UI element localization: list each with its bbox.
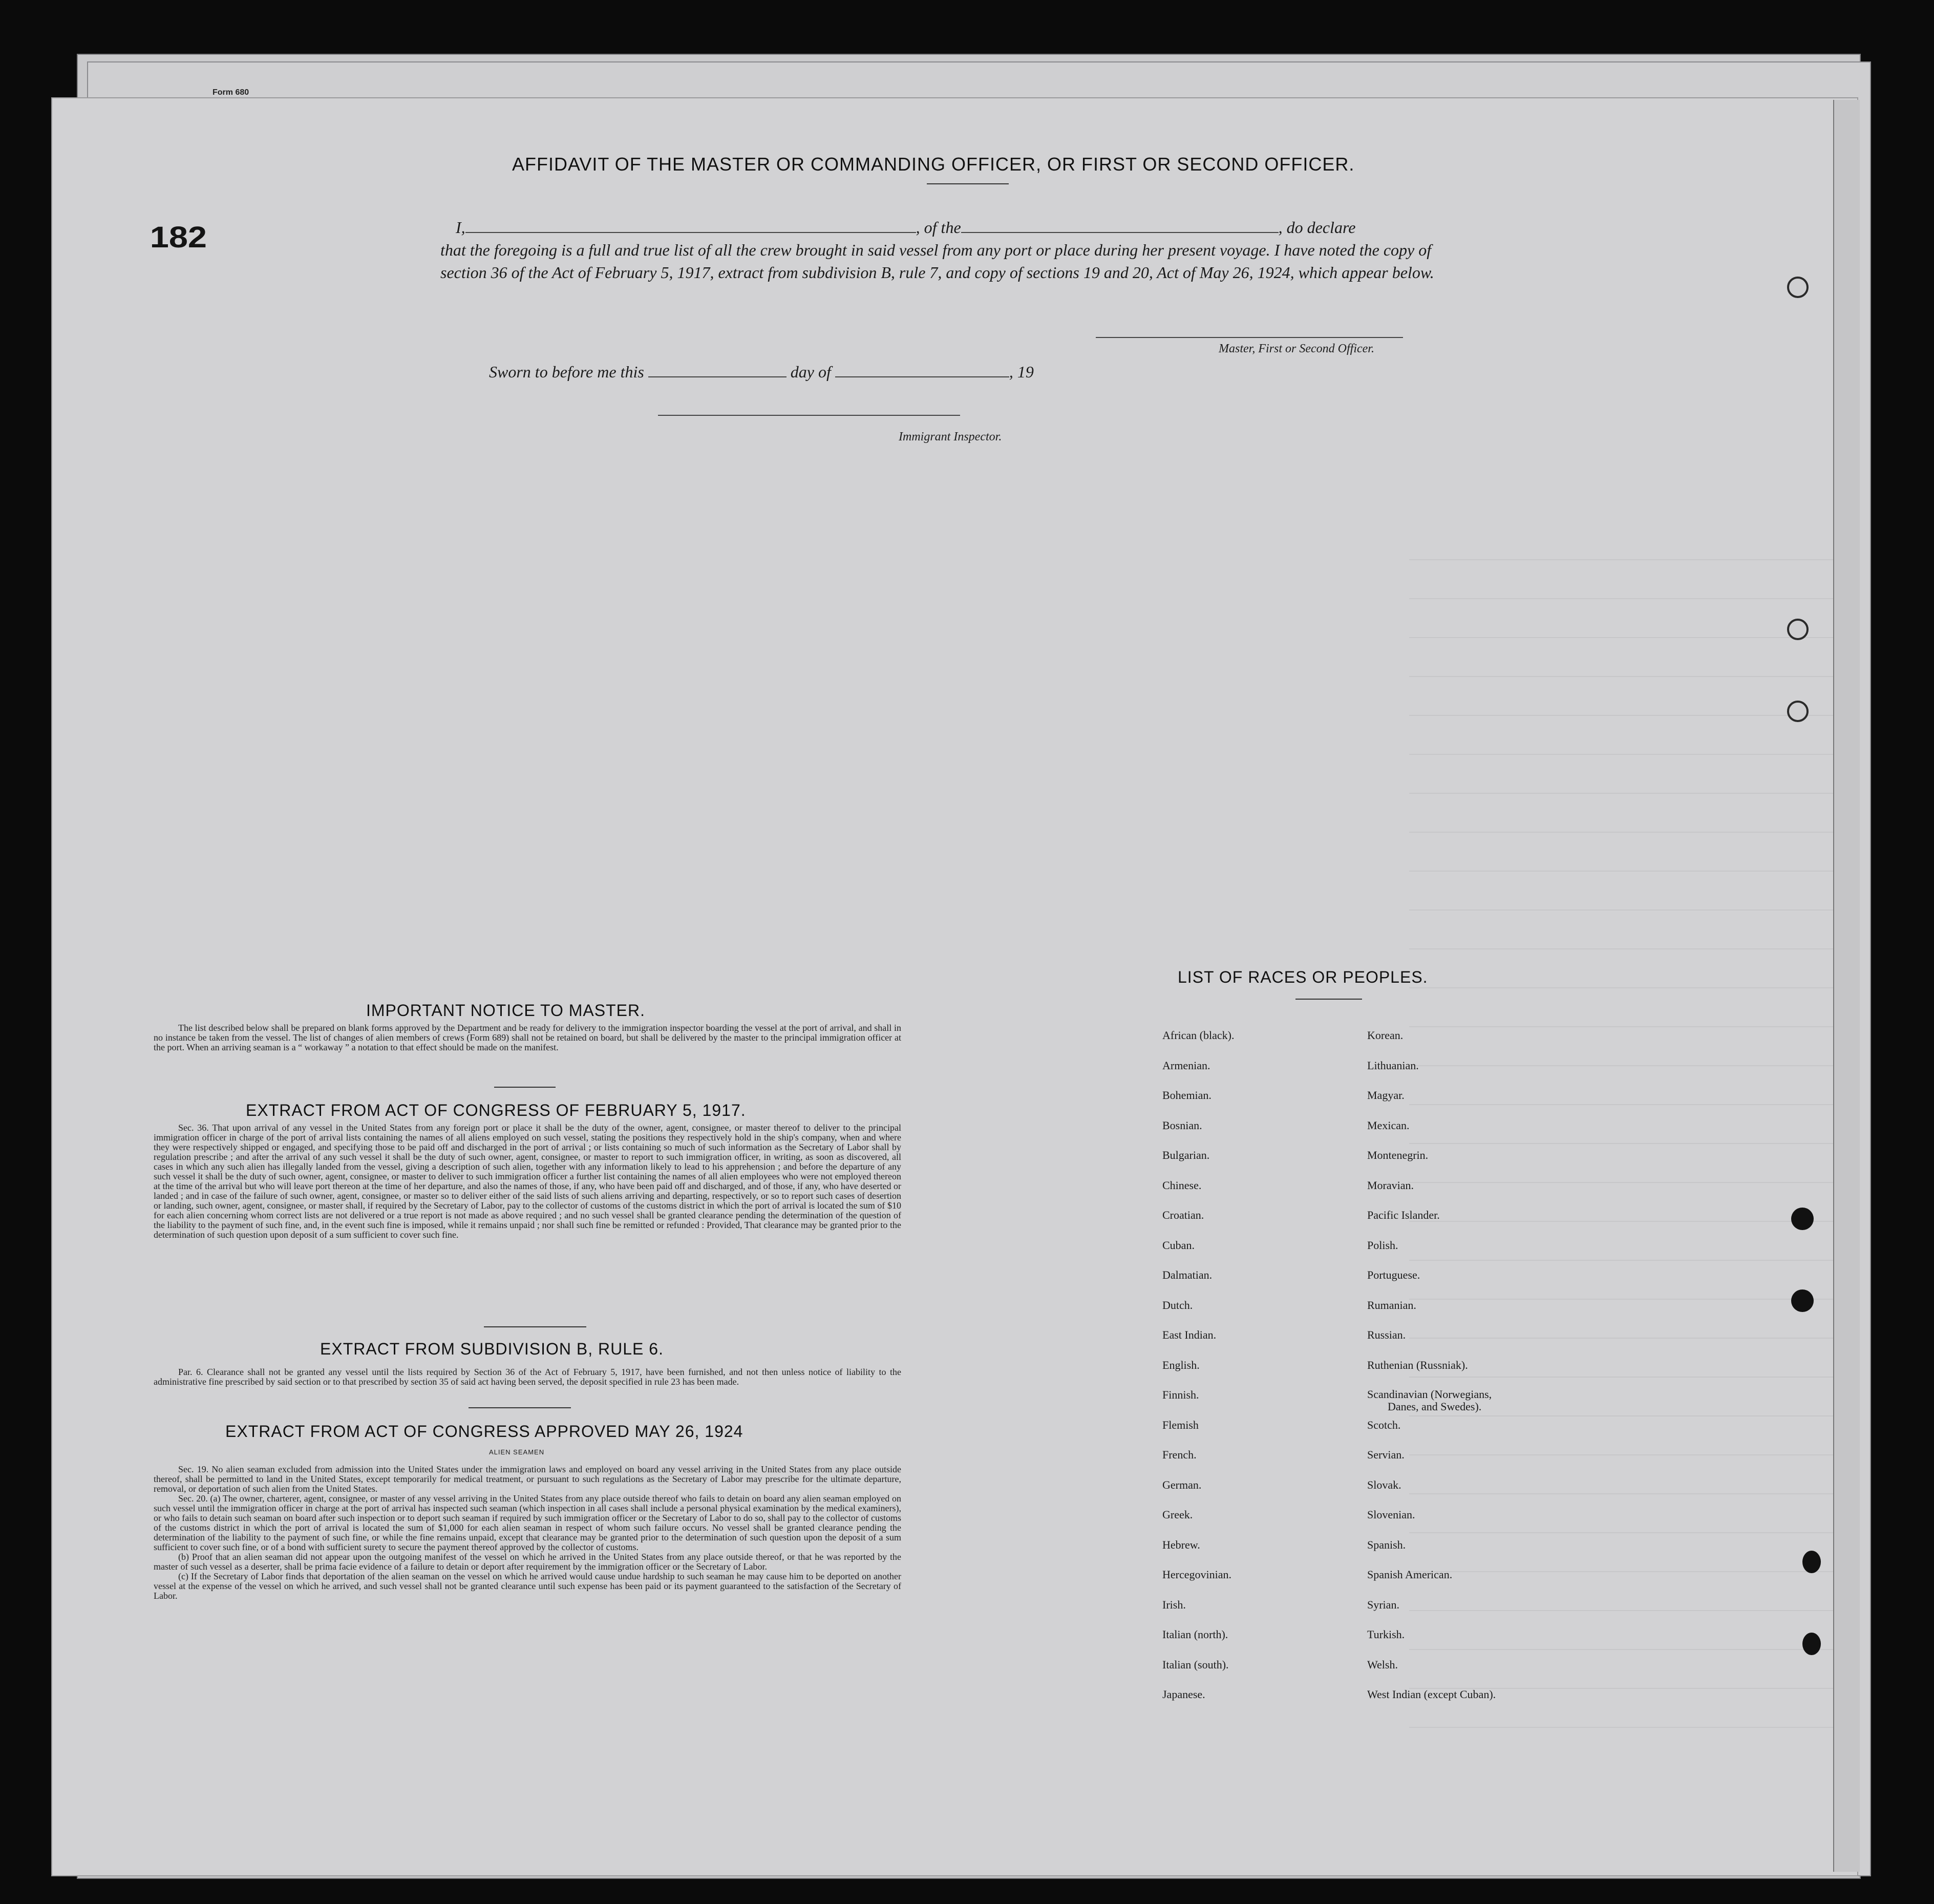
form-number: Form 680 bbox=[212, 88, 249, 97]
notice-title: IMPORTANT NOTICE TO MASTER. bbox=[366, 1001, 645, 1020]
race-item: Italian (south). bbox=[1162, 1658, 1229, 1671]
race-item: West Indian (except Cuban). bbox=[1367, 1688, 1496, 1701]
race-item: Mexican. bbox=[1367, 1118, 1410, 1132]
declaration-do-declare: , do declare bbox=[1278, 218, 1356, 237]
extract-1924-title: EXTRACT FROM ACT OF CONGRESS APPROVED MAY 26, 1924 bbox=[225, 1422, 743, 1441]
binder-hole bbox=[1787, 277, 1809, 298]
sec-20c: (c) If the Secretary of Labor finds that deportation of the alien seaman on the vessel on which he arrived would cause undue hardship to such seaman he may cause him to be deported on another vessel at the expense of the vessel on which he arrived, and such vessel shall not be granted clearance until such expense has been paid or its payment guaranteed to the satisfaction of the Secretary of Labor. bbox=[154, 1571, 901, 1601]
affidavit-declaration-line bbox=[440, 216, 1444, 239]
race-item: Hebrew. bbox=[1162, 1538, 1200, 1551]
race-item: Bosnian. bbox=[1162, 1118, 1202, 1132]
race-item: Bulgarian. bbox=[1162, 1149, 1210, 1161]
sworn-start: Sworn to before me this bbox=[489, 363, 644, 381]
binder-hole bbox=[1787, 619, 1809, 640]
race-item: Armenian. bbox=[1162, 1059, 1210, 1072]
name-blank[interactable] bbox=[465, 232, 916, 233]
extract-1917-text: Sec. 36. That upon arrival of any vessel in the United States from any foreign port or place it shall be the duty of the owner, agent, consignee, or master thereof to deliver to the principal immigration officer in charge of the port of arrival lists containing the names of all aliens employed on such vessel, stating the positions they respectively hold in the ship's company, when and where they were respectively shipped or engaged, and specifying those to be paid off and discharged in the port of arrival ; or lists containing so much of such information as the Secretary of Labor shall by regulation prescribe ; and after the arrival of any such vessel it shall be the duty of such owner, agent, consignee, or master to report to such immigration officer, in writing, as soon as discovered, all cases in which any such alien has illegally landed from the vessel, giving a description of such alien, together with any information likely to lead to his apprehension ; and before the departure of any such vessel it shall be the duty of such owner, agent, consignee, or master to deliver to such immigration officer a further list containing the names of all alien employees who were not employed thereon at the time of the arrival but who will leave port thereon at the time of her departure, and also the names of those, if any, who have been paid off and discharged, and of those, if any, who have deserted or landed ; and in case of the failure of such owner, agent, consignee, or master so to deliver either of the said lists of such aliens arriving and departing, respectively, or so to report such cases of desertion or landing, such owner, agent, consignee, or master shall, if required by the Secretary of Labor, pay to the collector of customs of the customs district in which the port of arrival is located the sum of $10 for each alien concerning whom correct lists are not delivered or a true report is not made as above required ; and no such vessel shall be granted clearance pending the determination of the question of the liability to the payment of such fine, and, in the event such fine is imposed, while it remains unpaid ; nor shall such fine be remitted or refunded : Provided, That clearance may be granted prior to the determination of such question upon deposit of a sum sufficient to cover such fine. bbox=[154, 1123, 901, 1240]
binder-hole bbox=[1791, 1289, 1814, 1312]
sworn-day-of: day of bbox=[790, 363, 831, 381]
race-item: English. bbox=[1162, 1358, 1200, 1371]
notice-rule bbox=[494, 1087, 556, 1088]
extract-1917-rule bbox=[484, 1326, 586, 1327]
race-item: Ruthenian (Russniak). bbox=[1367, 1358, 1468, 1371]
race-item: Portuguese. bbox=[1367, 1268, 1420, 1281]
extract-rule6-rule bbox=[469, 1407, 571, 1408]
race-item: Finnish. bbox=[1162, 1388, 1199, 1401]
sworn-year: , 19 bbox=[1009, 363, 1034, 381]
inspector-signature-line[interactable] bbox=[658, 415, 960, 416]
races-rule bbox=[1295, 999, 1362, 1000]
race-item: Russian. bbox=[1367, 1328, 1406, 1341]
race-item: Turkish. bbox=[1367, 1628, 1405, 1641]
extract-1917-title: EXTRACT FROM ACT OF CONGRESS OF FEBRUARY 5, 1917. bbox=[246, 1101, 746, 1119]
race-item: Croatian. bbox=[1162, 1209, 1204, 1221]
race-item: Lithuanian. bbox=[1367, 1059, 1419, 1072]
race-item: Slovenian. bbox=[1367, 1508, 1415, 1521]
race-item: Korean. bbox=[1367, 1029, 1404, 1042]
race-item-scandinavian bbox=[1367, 1380, 1496, 1413]
race-item: Spanish. bbox=[1367, 1538, 1406, 1551]
race-item: Hercegovinian. bbox=[1162, 1568, 1231, 1581]
sec-19: Sec. 19. No alien seaman excluded from admission into the United States under the immigration laws and employed on board any vessel arriving in the United States from any place outside thereof, shall be permitted to land in the United States, except temporarily for medical treatment, or pursuant to such regulations as the Secretary of Labor may prescribe for the ultimate departure, removal, or deportation of such alien from the United States. bbox=[154, 1464, 901, 1494]
page-edge bbox=[1833, 100, 1860, 1872]
notice-text: The list described below shall be prepared on blank forms approved by the Department and be ready for delivery to the immigration inspector boarding the vessel at the port of arrival, and shall in no instance be taken from the vessel. The list of changes of alien members of crews (Form 689) shall not be retained on board, but shall be delivered by the master to the principal immigration officer at the port. When an arriving seaman is a “ workaway ” a notation to that effect should be made on the manifest. bbox=[154, 1023, 901, 1052]
race-item: Magyar. bbox=[1367, 1089, 1405, 1102]
race-item: East Indian. bbox=[1162, 1328, 1217, 1341]
race-item: Montenegrin. bbox=[1367, 1149, 1429, 1161]
race-item: Spanish American. bbox=[1367, 1568, 1453, 1581]
race-item: Japanese. bbox=[1162, 1688, 1205, 1701]
binder-hole bbox=[1791, 1208, 1814, 1230]
race-item: Greek. bbox=[1162, 1508, 1193, 1521]
sec-20a: Sec. 20. (a) The owner, charterer, agent, consignee, or master of any vessel arriving in the United States from any place outside thereof who fails to detain on board any alien seaman employed on such vessel until the immigration officer in charge at the port of arrival has inspected such seaman (which inspection in all cases shall include a personal physical examination by the medical examiners), or who fails to detain such seaman on board after such inspection or to deport such seaman if required by such immigration officer or the Secretary of Labor to do so, shall pay to the collector of customs of the customs district in which the port of arrival is located the sum of $1,000 for each alien seaman in respect of whom such failure occurs. No vessel shall be granted clearance pending the determination of the liability to the payment of such fine, or while the fine remains unpaid, except that clearance may be granted prior to the determination of such question upon the deposit of a sum sufficient to cover such fine, or of a bond with sufficient surety to secure the payment thereof approved by the collector of customs. bbox=[154, 1493, 901, 1552]
sworn-day-blank[interactable] bbox=[648, 376, 787, 377]
race-item: Syrian. bbox=[1367, 1598, 1399, 1611]
title-rule bbox=[927, 183, 1009, 184]
inspector-label: Immigrant Inspector. bbox=[899, 430, 1002, 443]
race-item: African (black). bbox=[1162, 1029, 1235, 1042]
extract-rule6-title: EXTRACT FROM SUBDIVISION B, RULE 6. bbox=[320, 1340, 664, 1358]
race-item: Scotch. bbox=[1367, 1418, 1401, 1431]
binder-hole bbox=[1802, 1551, 1821, 1573]
vessel-blank[interactable] bbox=[961, 232, 1279, 233]
declaration-of-the: , of the bbox=[916, 218, 961, 237]
declaration-i: I, bbox=[456, 218, 465, 237]
race-item: Italian (north). bbox=[1162, 1628, 1228, 1641]
race-item: Dalmatian. bbox=[1162, 1268, 1213, 1281]
extract-rule6-text: Par. 6. Clearance shall not be granted any vessel until the lists required by Section 36 of the Act of February 5, 1917, have been furnished, and not then unless notice of liability to the administrative fine prescribed by said section or to that prescribed by section 35 of said act having been served, the deposit specified in rule 23 has been made. bbox=[154, 1367, 901, 1387]
sec-20b: (b) Proof that an alien seaman did not appear upon the outgoing manifest of the vessel on which he arrived in the United States from any place outside thereof, or that he was reported by the master of such vessel as a deserter, shall be prima facie evidence of a failure to detain or deport after requirement by the immigration officer or the Secretary of Labor. bbox=[154, 1552, 901, 1572]
binder-hole bbox=[1787, 701, 1809, 722]
sworn-line bbox=[489, 363, 1034, 382]
page-number: 182 bbox=[150, 221, 207, 254]
race-item: Irish. bbox=[1162, 1598, 1186, 1611]
race-item: Chinese. bbox=[1162, 1178, 1202, 1192]
race-item: Flemish bbox=[1162, 1418, 1199, 1431]
alien-seamen-subtitle: ALIEN SEAMEN bbox=[489, 1448, 545, 1456]
race-item: Dutch. bbox=[1162, 1298, 1193, 1311]
race-item: Pacific Islander. bbox=[1367, 1209, 1440, 1221]
affidavit-title: AFFIDAVIT OF THE MASTER OR COMMANDING OFFICER, OR FIRST OR SECOND OFFICER. bbox=[512, 154, 1355, 175]
binder-hole bbox=[1802, 1633, 1821, 1655]
race-item: Servian. bbox=[1367, 1448, 1405, 1461]
races-title: LIST OF RACES OR PEOPLES. bbox=[1178, 968, 1428, 986]
sworn-month-blank[interactable] bbox=[835, 376, 1009, 377]
race-item: Slovak. bbox=[1367, 1478, 1401, 1491]
race-item: Moravian. bbox=[1367, 1178, 1414, 1192]
race-item: Bohemian. bbox=[1162, 1089, 1212, 1102]
race-line: Danes, and Swedes). bbox=[1388, 1400, 1482, 1413]
race-item: Rumanian. bbox=[1367, 1298, 1416, 1311]
affidavit-body: that the foregoing is a full and true list of all the crew brought in said vessel from any port or place during her present voyage. I have noted the copy of section 36 of the Act of February 5, 1917, extract from subdivision B, rule 7, and copy of sections 19 and 20, Act of May 26, 1924, which appear below. bbox=[440, 241, 1434, 282]
master-signature-line[interactable] bbox=[1096, 337, 1403, 338]
race-item: Cuban. bbox=[1162, 1238, 1195, 1252]
races-right-column bbox=[1367, 1021, 1496, 1710]
race-item: Welsh. bbox=[1367, 1658, 1398, 1671]
races-left-column bbox=[1162, 1021, 1234, 1710]
extract-1924-text bbox=[154, 1465, 901, 1601]
race-item: German. bbox=[1162, 1478, 1202, 1491]
race-line: Scandinavian (Norwegians, bbox=[1367, 1388, 1492, 1401]
race-item: French. bbox=[1162, 1448, 1197, 1461]
master-signature-label: Master, First or Second Officer. bbox=[1219, 342, 1374, 355]
race-item: Polish. bbox=[1367, 1238, 1398, 1252]
